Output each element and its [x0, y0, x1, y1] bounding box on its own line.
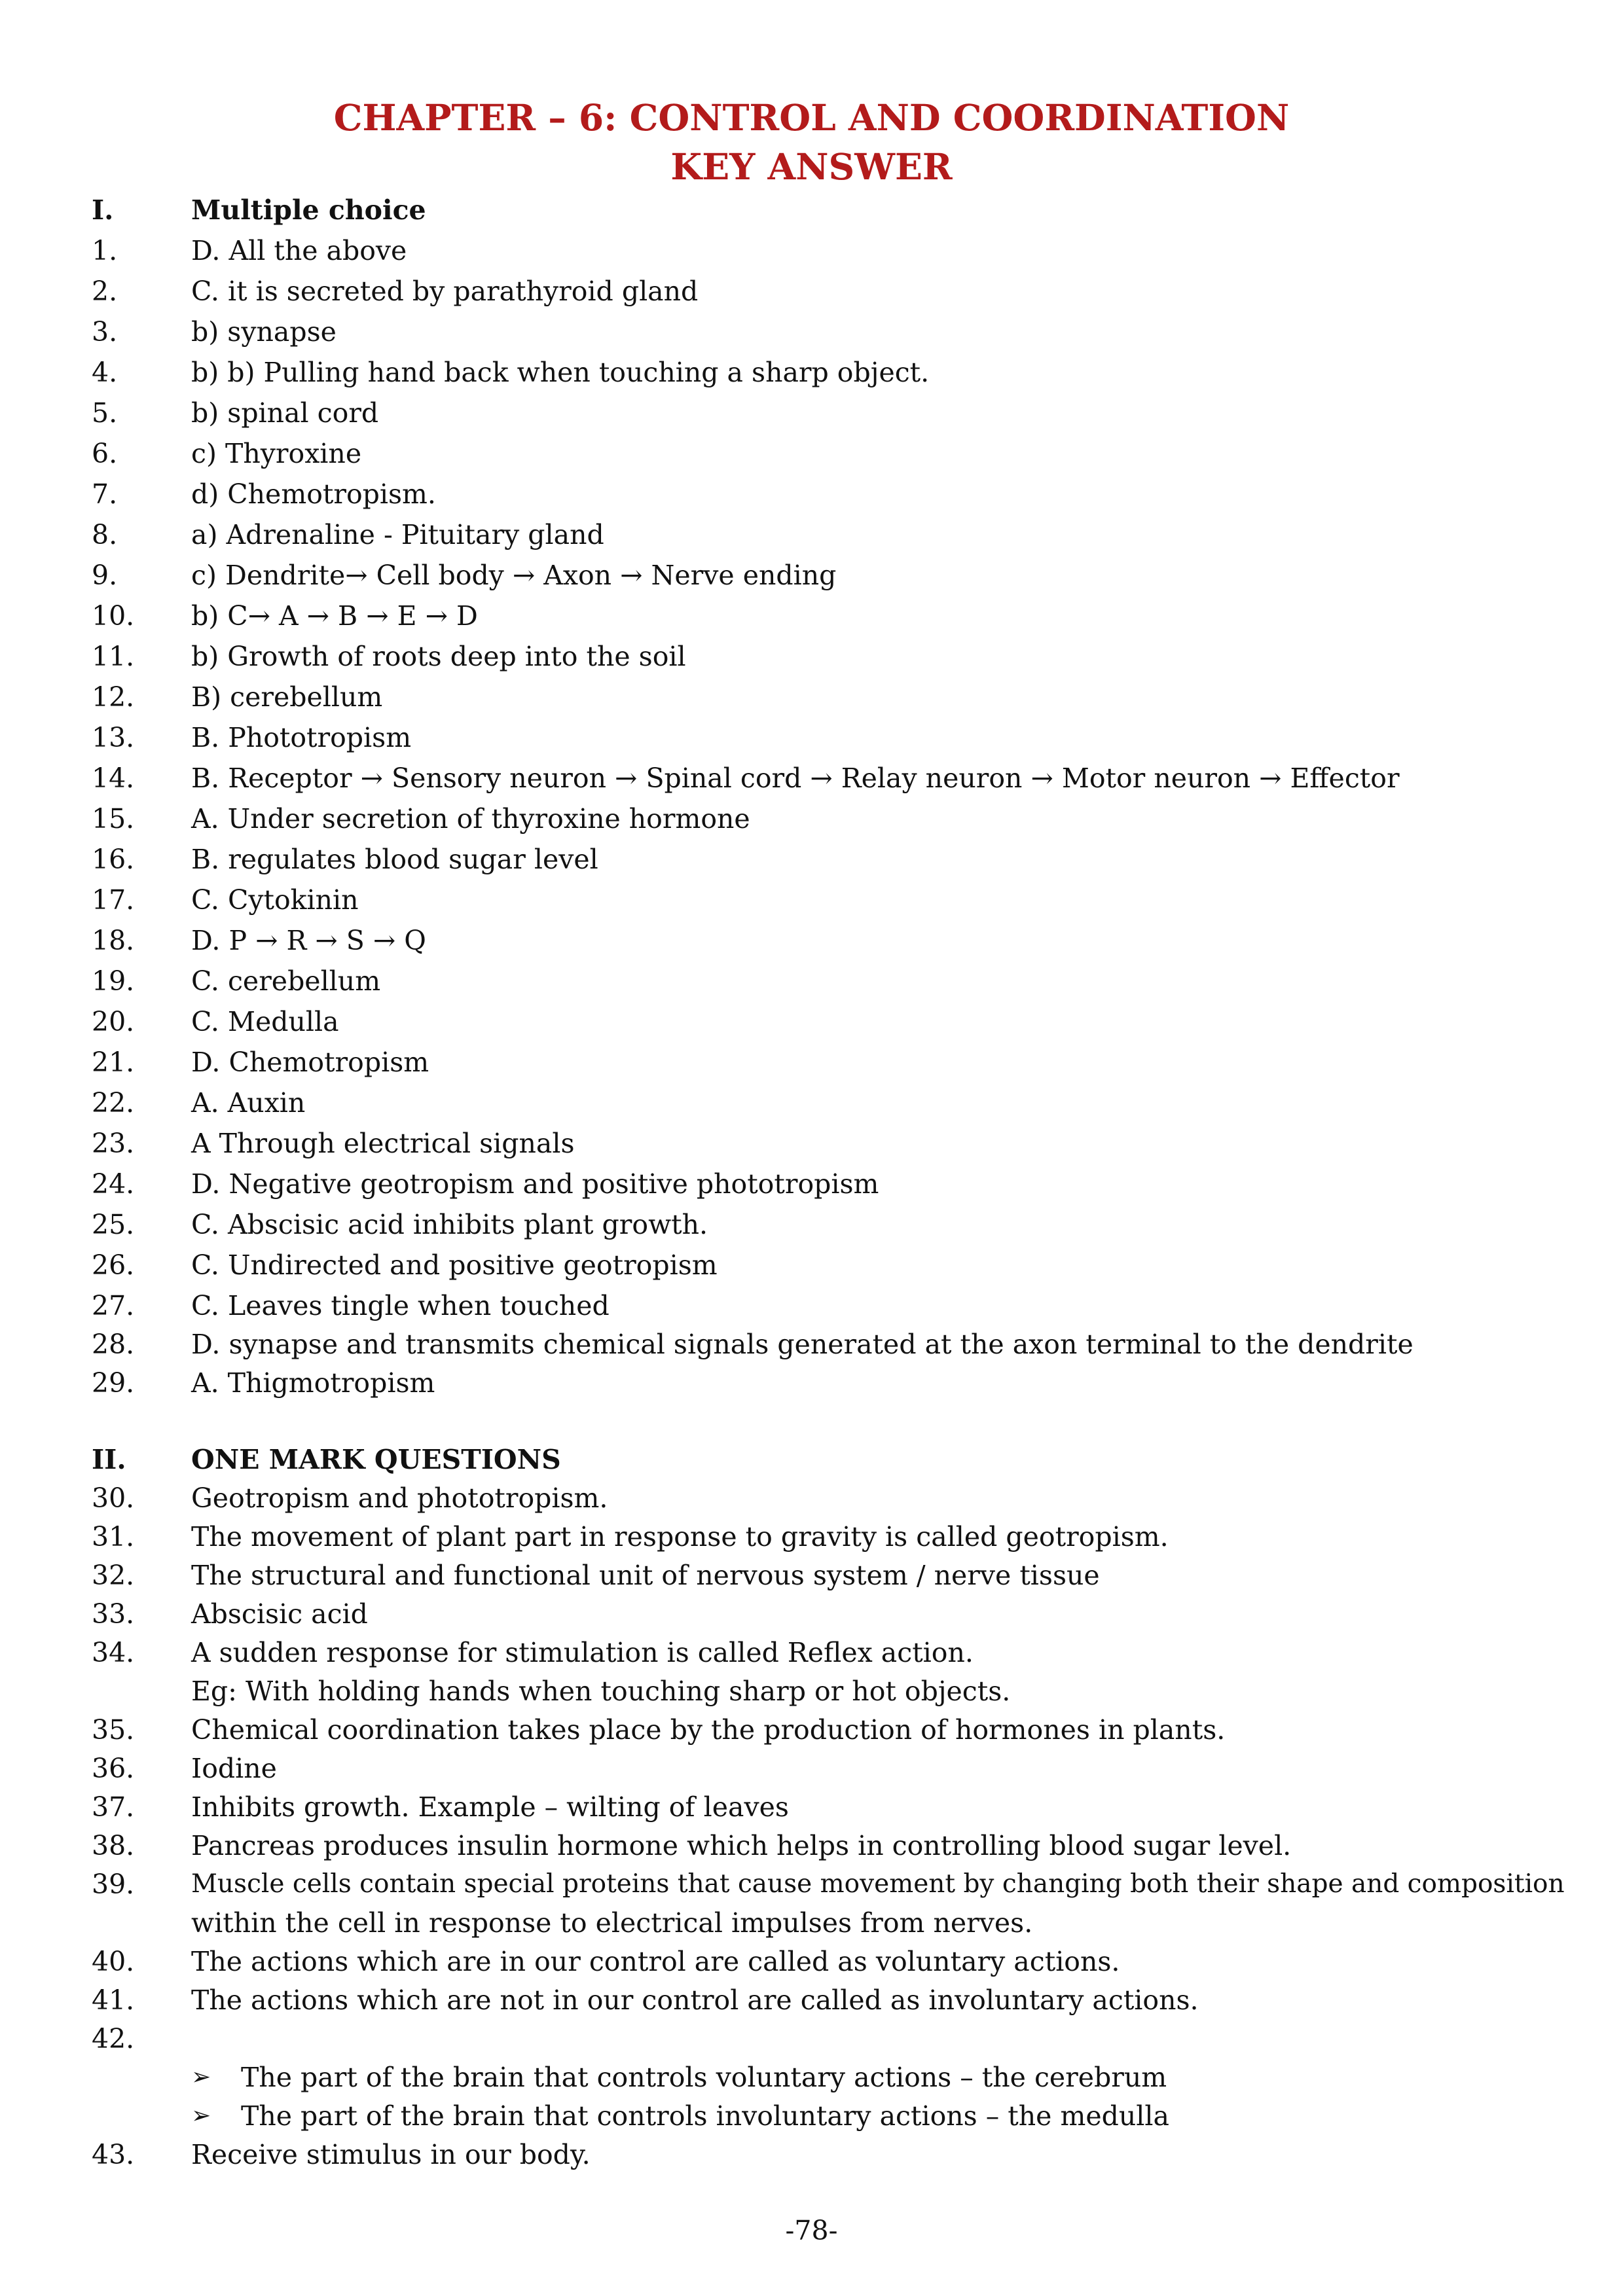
answer-text: D. Negative geotropism and positive phototropism — [191, 1168, 879, 1200]
answer-text: Muscle cells contain special proteins that cause movement by changing both their shape and composition — [191, 1869, 1565, 1899]
answer-number: 30. — [92, 1482, 135, 1514]
answer-text: B) cerebellum — [191, 681, 383, 713]
answer-text: Abscisic acid — [191, 1598, 368, 1630]
answer-text: C. Cytokinin — [191, 884, 359, 916]
answer-number: 7. — [92, 478, 118, 510]
answer-text: Receive stimulus in our body. — [191, 2139, 591, 2170]
answer-number: 28. — [92, 1329, 135, 1360]
answer-number: 25. — [92, 1209, 135, 1240]
answer-text: B. Receptor → Sensory neuron → Spinal cord → Relay neuron → Motor neuron → Effector — [191, 762, 1400, 794]
answer-number: 23. — [92, 1128, 135, 1159]
answer-continuation: within the cell in response to electrical impulses from nerves. — [191, 1907, 1033, 1939]
answer-number: 6. — [92, 438, 118, 469]
answer-number: 31. — [92, 1521, 135, 1552]
answer-number: 41. — [92, 1984, 135, 2016]
answer-number: 14. — [92, 762, 135, 794]
answer-number: 3. — [92, 316, 118, 348]
answer-text: The structural and functional unit of nervous system / nerve tissue — [191, 1560, 1100, 1591]
answer-text: Geotropism and phototropism. — [191, 1482, 608, 1514]
answer-text: D. P → R → S → Q — [191, 925, 426, 956]
chapter-title: CHAPTER – 6: CONTROL AND COORDINATION — [333, 96, 1290, 139]
answer-number: 11. — [92, 641, 135, 672]
answer-number: 22. — [92, 1087, 135, 1119]
answer-number: 20. — [92, 1006, 135, 1037]
answer-text: A Through electrical signals — [191, 1128, 575, 1159]
answer-number: 18. — [92, 925, 135, 956]
answer-number: 1. — [92, 235, 118, 266]
answer-text: b) C→ A → B → E → D — [191, 600, 478, 632]
answer-text: D. Chemotropism — [191, 1047, 429, 1078]
answer-text: B. Phototropism — [191, 722, 412, 753]
answer-number: 9. — [92, 560, 118, 591]
page-number: -78- — [785, 2215, 838, 2246]
answer-number: 37. — [92, 1791, 135, 1823]
answer-continuation: Eg: With holding hands when touching sharp or hot objects. — [191, 1676, 1011, 1707]
answer-number: 24. — [92, 1168, 135, 1200]
answer-number: 15. — [92, 803, 135, 834]
arrow-bullet-icon: ➢ — [191, 2102, 211, 2129]
answer-text: B. regulates blood sugar level — [191, 844, 598, 875]
answer-text: d) Chemotropism. — [191, 478, 436, 510]
answer-number: 40. — [92, 1946, 135, 1977]
bullet-text: The part of the brain that controls voluntary actions – the cerebrum — [241, 2062, 1167, 2093]
answer-text: b) Growth of roots deep into the soil — [191, 641, 686, 672]
answer-number: 36. — [92, 1753, 135, 1784]
answer-text: Pancreas produces insulin hormone which helps in controlling blood sugar level. — [191, 1830, 1292, 1861]
answer-text: b) b) Pulling hand back when touching a sharp object. — [191, 357, 930, 388]
answer-text: Inhibits growth. Example – wilting of leaves — [191, 1791, 789, 1823]
answer-text: The actions which are not in our control are called as involuntary actions. — [191, 1984, 1199, 2016]
answer-number: 34. — [92, 1637, 135, 1668]
answer-text: The movement of plant part in response to gravity is called geotropism. — [191, 1521, 1169, 1552]
answer-text: C. Leaves tingle when touched — [191, 1290, 610, 1321]
answer-text: D. All the above — [191, 235, 407, 266]
answer-text: b) synapse — [191, 316, 337, 348]
answer-text: c) Thyroxine — [191, 438, 362, 469]
answer-text: Iodine — [191, 1753, 277, 1784]
answer-text: A. Auxin — [191, 1087, 306, 1119]
answer-number: 16. — [92, 844, 135, 875]
answer-text: C. it is secreted by parathyroid gland — [191, 276, 699, 307]
answer-number: 35. — [92, 1714, 135, 1746]
answer-number: 38. — [92, 1830, 135, 1861]
answer-number: 29. — [92, 1367, 135, 1399]
answer-number: 19. — [92, 965, 135, 997]
answer-number: 5. — [92, 397, 118, 429]
answer-number: 42. — [92, 2023, 135, 2054]
key-answer-subtitle: KEY ANSWER — [670, 145, 953, 188]
answer-text: b) spinal cord — [191, 397, 379, 429]
answer-text: A. Under secretion of thyroxine hormone — [191, 803, 750, 834]
answer-number: 39. — [92, 1869, 135, 1900]
answer-text: Chemical coordination takes place by the production of hormones in plants. — [191, 1714, 1226, 1746]
answer-number: 10. — [92, 600, 135, 632]
answer-text: a) Adrenaline - Pituitary gland — [191, 519, 604, 550]
section-title: Multiple choice — [191, 194, 426, 226]
answer-text: A sudden response for stimulation is called Reflex action. — [191, 1637, 974, 1668]
answer-text: C. Abscisic acid inhibits plant growth. — [191, 1209, 708, 1240]
answer-number: 21. — [92, 1047, 135, 1078]
answer-text: A. Thigmotropism — [191, 1367, 435, 1399]
answer-number: 32. — [92, 1560, 135, 1591]
answer-number: 43. — [92, 2139, 135, 2170]
answer-text: c) Dendrite→ Cell body → Axon → Nerve ending — [191, 560, 837, 591]
answer-number: 2. — [92, 276, 118, 307]
answer-text: C. Undirected and positive geotropism — [191, 1249, 718, 1281]
answer-text: The actions which are in our control are called as voluntary actions. — [191, 1946, 1120, 1977]
answer-number: 4. — [92, 357, 118, 388]
answer-text: D. synapse and transmits chemical signals generated at the axon terminal to the dendrite — [191, 1329, 1413, 1360]
answer-number: 17. — [92, 884, 135, 916]
answer-text: C. Medulla — [191, 1006, 339, 1037]
answer-number: 33. — [92, 1598, 135, 1630]
bullet-text: The part of the brain that controls involuntary actions – the medulla — [241, 2100, 1169, 2132]
section-numeral: II. — [92, 1444, 126, 1475]
answer-text: C. cerebellum — [191, 965, 381, 997]
answer-number: 26. — [92, 1249, 135, 1281]
section-numeral: I. — [92, 194, 114, 226]
answer-number: 27. — [92, 1290, 135, 1321]
answer-number: 13. — [92, 722, 135, 753]
arrow-bullet-icon: ➢ — [191, 2064, 211, 2090]
section-title: ONE MARK QUESTIONS — [191, 1444, 561, 1475]
answer-number: 12. — [92, 681, 135, 713]
answer-number: 8. — [92, 519, 118, 550]
